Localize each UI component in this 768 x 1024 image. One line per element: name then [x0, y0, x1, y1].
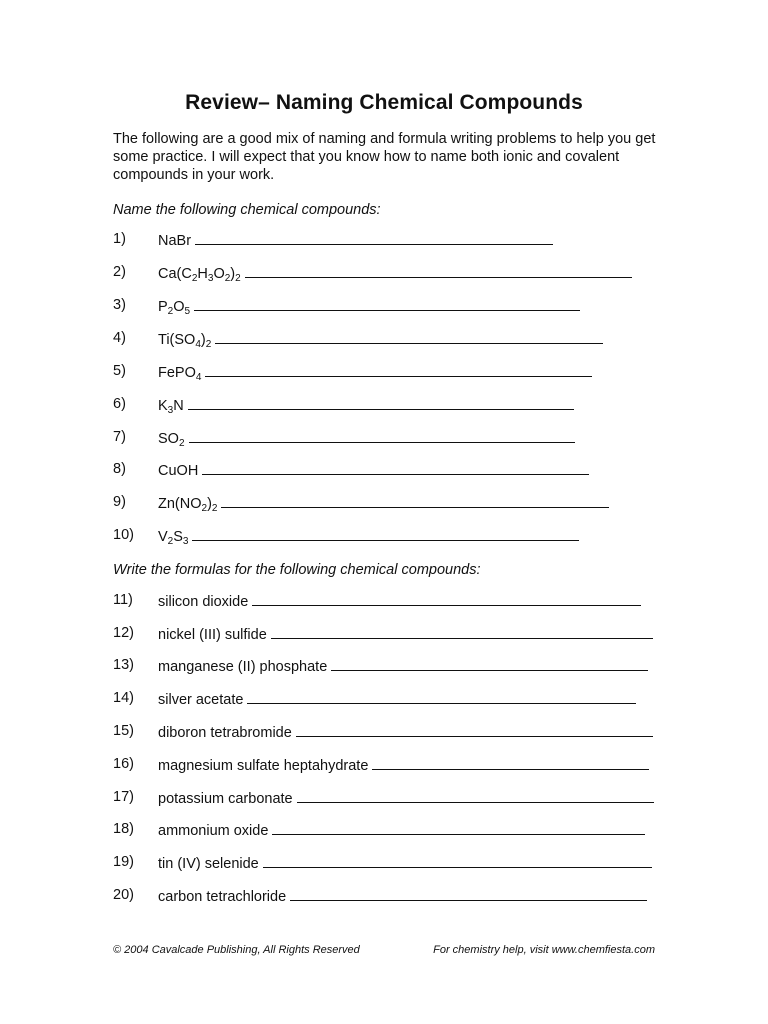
question-label: $Ti(SO_4)_2$ [158, 330, 603, 348]
question-number: 13) [113, 657, 134, 673]
answer-blank[interactable] [247, 690, 636, 704]
answer-blank[interactable] [245, 264, 632, 278]
answer-blank[interactable] [372, 756, 649, 770]
answer-blank[interactable] [205, 363, 592, 377]
question-number: 16) [113, 756, 134, 772]
question-number: 2) [113, 264, 126, 280]
question-label: $P_2O_5$ [158, 297, 580, 315]
question-label: NaBr [158, 231, 553, 249]
formula-item [113, 789, 654, 809]
question-label: silicon dioxide [158, 592, 641, 610]
answer-blank[interactable] [272, 821, 645, 835]
formula-item [113, 821, 645, 841]
naming-item [113, 363, 592, 383]
answer-blank[interactable] [192, 527, 579, 541]
question-label: diboron tetrabromide [158, 723, 653, 741]
question-label: $Zn(NO_2)_2$ [158, 494, 609, 512]
question-label: $SO_2$ [158, 429, 575, 447]
formula-item [113, 625, 653, 645]
naming-item [113, 297, 580, 317]
answer-blank[interactable] [195, 231, 553, 245]
page-title: Review– Naming Chemical Compounds [185, 91, 583, 114]
intro-paragraph: The following are a good mix of naming and formula writing problems to help you get some practice. I will expect that you know how to name both ionic and covalent compounds in your work. [113, 131, 656, 183]
question-label: $Ca(C_2H_3O_2)_2$ [158, 264, 632, 282]
question-number: 14) [113, 690, 134, 706]
question-label: potassium carbonate [158, 789, 654, 807]
question-label: CuOH [158, 461, 589, 479]
question-number: 20) [113, 887, 134, 903]
question-label: magnesium sulfate heptahydrate [158, 756, 649, 774]
question-number: 11) [113, 592, 133, 608]
question-label: FePO$_4$ [158, 363, 592, 381]
formula-item [113, 887, 647, 907]
question-number: 15) [113, 723, 134, 739]
answer-blank[interactable] [297, 789, 654, 803]
question-number: 3) [113, 297, 126, 313]
question-number: 5) [113, 363, 126, 379]
naming-item [113, 494, 609, 514]
formula-item [113, 854, 652, 874]
naming-item [113, 396, 574, 416]
answer-blank[interactable] [290, 887, 647, 901]
question-label: tin (IV) selenide [158, 854, 652, 872]
answer-blank[interactable] [296, 723, 653, 737]
question-label: nickel (III) sulfide [158, 625, 653, 643]
answer-blank[interactable] [263, 854, 652, 868]
answer-blank[interactable] [202, 461, 589, 475]
answer-blank[interactable] [331, 657, 648, 671]
formula-item [113, 657, 648, 677]
section1-heading: Name the following chemical compounds: [113, 202, 381, 218]
copyright-footer: © 2004 Cavalcade Publishing, All Rights Reserved [113, 944, 360, 956]
answer-blank[interactable] [189, 429, 575, 443]
help-footer: For chemistry help, visit www.chemfiesta.com [433, 944, 655, 956]
section2-heading: Write the formulas for the following chemical compounds: [113, 562, 481, 578]
formula-item [113, 756, 649, 776]
question-label: $K_3N$ [158, 396, 574, 414]
naming-item [113, 527, 579, 547]
question-label: $V_2S_3$ [158, 527, 579, 545]
question-label: carbon tetrachloride [158, 887, 647, 905]
question-number: 7) [113, 429, 126, 445]
question-number: 6) [113, 396, 126, 412]
formula-item [113, 723, 653, 743]
answer-blank[interactable] [221, 494, 609, 508]
answer-blank[interactable] [252, 592, 641, 606]
question-number: 10) [113, 527, 134, 543]
naming-item [113, 231, 553, 251]
question-number: 1) [113, 231, 126, 247]
question-number: 18) [113, 821, 134, 837]
question-number: 8) [113, 461, 126, 477]
answer-blank[interactable] [215, 330, 603, 344]
formula-item [113, 690, 636, 710]
answer-blank[interactable] [188, 396, 574, 410]
naming-item [113, 429, 575, 449]
question-label: silver acetate [158, 690, 636, 708]
question-number: 19) [113, 854, 134, 870]
answer-blank[interactable] [194, 297, 580, 311]
naming-item [113, 264, 632, 284]
question-number: 12) [113, 625, 134, 641]
question-number: 9) [113, 494, 126, 510]
naming-item [113, 461, 589, 481]
question-label: ammonium oxide [158, 821, 645, 839]
question-number: 4) [113, 330, 126, 346]
question-number: 17) [113, 789, 134, 805]
answer-blank[interactable] [271, 625, 653, 639]
formula-item [113, 592, 641, 612]
naming-item [113, 330, 603, 350]
question-label: manganese (II) phosphate [158, 657, 648, 675]
